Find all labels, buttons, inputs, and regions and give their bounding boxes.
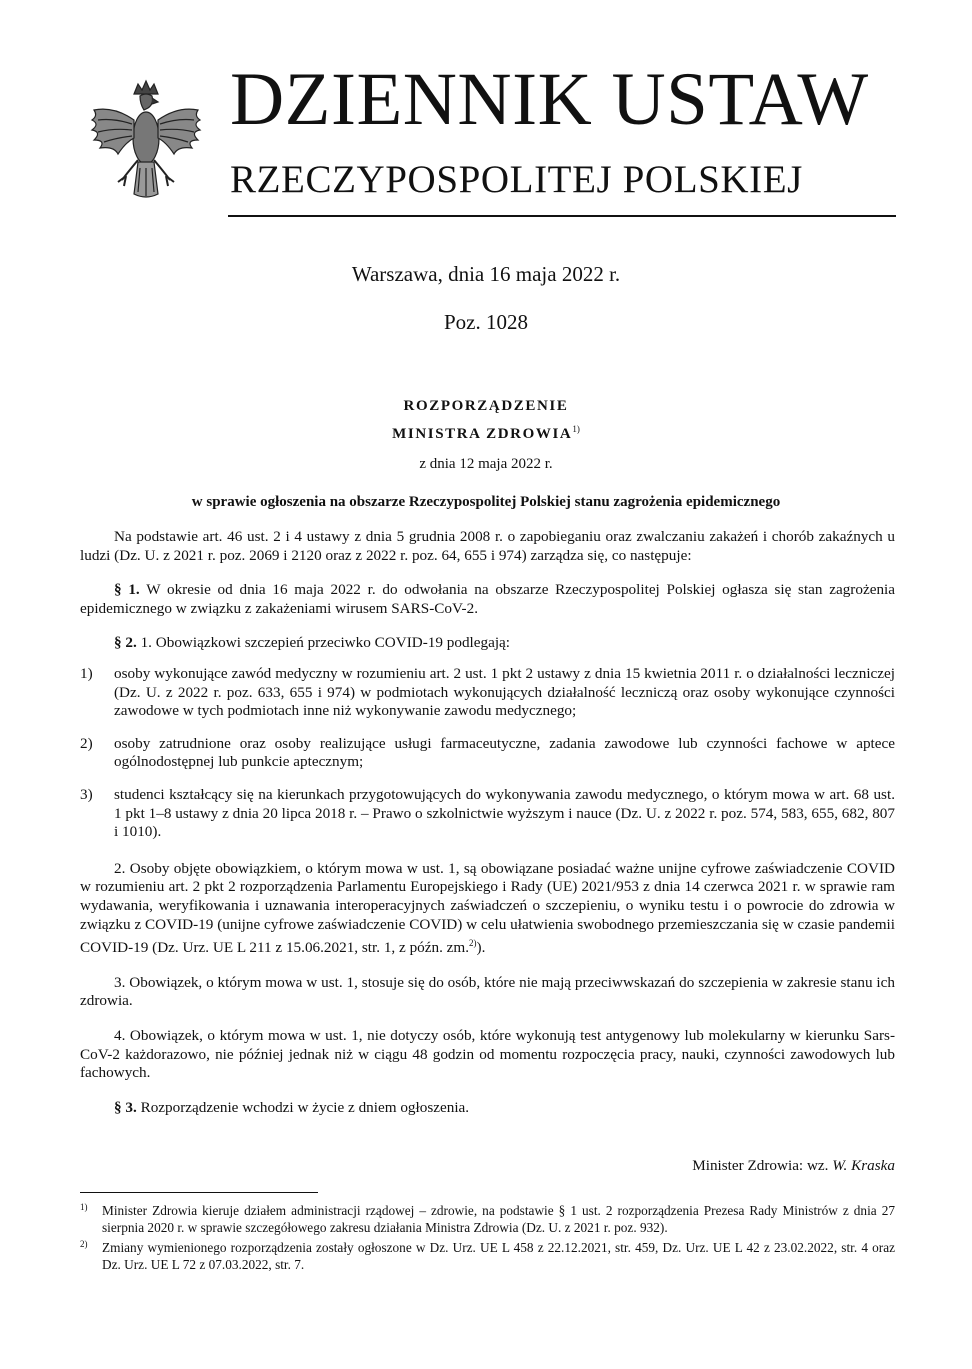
list-item-number: 2): [80, 734, 93, 752]
section-2-label: § 2.: [114, 634, 137, 652]
section-2-intro: [80, 634, 895, 653]
position-number: Poz. 1028: [444, 310, 528, 334]
footnote-text: Zmiany wymienionego rozporządzenia zostały ogłoszone w Dz. Urz. UE L 458 z 22.12.2021, str. 459, Dz. Urz. UE L 42 z 23.02.2022, str. 4 oraz Dz. Urz. UE L 72 z 07.03.2022, str. 7.: [102, 1240, 895, 1272]
list-item: [80, 735, 895, 772]
footnote-mark: 2): [80, 1239, 88, 1249]
preamble: Na podstawie art. 46 ust. 2 i 4 ustawy z dnia 5 grudnia 2008 r. o zapobieganiu oraz zwalczaniu zakażeń i chorób zakaźnych u ludzi (Dz. U. z 2021 r. poz. 2069 i 2120 oraz z 2022 r. poz. 64, 655 i 974) zarządza się, co następuje:: [80, 528, 895, 564]
journal-title: DZIENNIK USTAW: [230, 58, 869, 141]
section-3: [80, 1099, 895, 1118]
section-2-paragraph-2: [80, 860, 895, 958]
section-3-label: § 3.: [114, 1098, 137, 1116]
list-item: [80, 665, 895, 721]
publication-place-date: Warszawa, dnia 16 maja 2022 r.: [351, 262, 621, 286]
footnote-text: Minister Zdrowia kieruje działem administracji rządowej – zdrowie, na podstawie § 1 ust. 2 rozporządzenia Prezesa Rady Ministrów z dnia 27 sierpnia 2020 r. w sprawie szczegółowego zakresu działania Ministra Zdrowia (Dz. U. z 2021 r. poz. 932).: [102, 1203, 895, 1235]
list-item-text: osoby zatrudnione oraz osoby realizujące usługi farmaceutyczne, zadania zawodowe lub czynności fachowe w aptece ogólnodostępnej lub punkcie aptecznym;: [114, 734, 895, 771]
footnote: [80, 1239, 895, 1273]
footnote-ref-2: 2): [469, 938, 477, 949]
footnote: [80, 1202, 895, 1236]
issuer-footnote-ref: 1): [572, 424, 580, 434]
section-1: [80, 581, 895, 618]
document-type: ROZPORZĄDZENIE: [403, 398, 569, 414]
paragraph-2-end: ).: [476, 939, 486, 957]
signatory-name: W. Kraska: [832, 1157, 895, 1174]
footnotes: [80, 1202, 895, 1276]
document-subject: w sprawie ogłoszenia na obszarze Rzeczypospolitej Polskiej stanu zagrożenia epidemicznego: [191, 494, 781, 510]
section-1-text: W okresie od dnia 16 maja 2022 r. do odwołania na obszarze Rzeczypospolitej Polskiej ogłasza się stan zagrożenia epidemicznego w związku z zakażeniami wirusem SARS-CoV-2.: [80, 581, 895, 617]
issuer: [0, 424, 972, 443]
document-body: [80, 528, 895, 1133]
section-3-text: Rozporządzenie wchodzi w życie z dniem ogłoszenia.: [140, 1098, 470, 1116]
footnote-rule: [80, 1192, 318, 1193]
list-item-text: studenci kształcący się na kierunkach przygotowujących do wykonywania zawodu medycznego, o którym mowa w art. 68 ust. 1 pkt 1–8 ustawy z dnia 20 lipca 2018 r. – Prawo o szkolnictwie wyższym i nauce (Dz. U. z 2022 r. poz. 574, 583, 655, 682, 807 i 1010).: [114, 785, 895, 841]
journal-subtitle: RZECZYPOSPOLITEJ POLSKIEJ: [230, 158, 803, 201]
header-rule: [228, 215, 896, 217]
polish-eagle-emblem: [84, 76, 208, 206]
footnote-mark: 1): [80, 1202, 88, 1212]
section-1-label: § 1.: [114, 581, 140, 599]
section-2-intro-text: 1. Obowiązkowi szczepień przeciwko COVID-19 podlegają:: [140, 634, 511, 652]
signature-prefix: Minister Zdrowia: wz.: [692, 1157, 829, 1174]
list-item-text: osoby wykonujące zawód medyczny w rozumieniu art. 2 ust. 1 pkt 2 ustawy z dnia 15 kwietnia 2011 r. o działalności leczniczej (Dz. U. z 2022 r. poz. 633, 655 i 974) w podmiotach wykonujących działalność leczniczą oraz osoby wykonujące czynności zawodowe w tych podmiotach inne niż wykonywanie zawodu medycznego;: [114, 664, 895, 720]
list-item-number: 3): [80, 785, 93, 803]
signature: [692, 1157, 895, 1175]
list-item-number: 1): [80, 664, 93, 682]
section-2-paragraph-3: 3. Obowiązek, o którym mowa w ust. 1, stosuje się do osób, które nie mają przeciwwskazań do szczepienia w zakresie stanu ich zdrowia.: [80, 973, 895, 1010]
issue-date: z dnia 12 maja 2022 r.: [419, 456, 553, 472]
paragraph-2-text: 2. Osoby objęte obowiązkiem, o którym mowa w ust. 1, są obowiązane posiadać ważne unijne cyfrowe zaświadczenie COVID w rozumieniu art. 2 pkt 2 rozporządzenia Parlamentu Europejskiego i Rady (UE) 2021/953 z dnia 14 czerwca 2021 r. w sprawie ram wydawania, weryfikowania i uznawania interoperacyjnych zaświadczeń o szczepieniu, o wyniku testu i o powrocie do zdrowia w związku z COVID-19 (unijne cyfrowe zaświadczenie COVID) w celu ułatwienia swobodnego przemieszczania się w czasie pandemii COVID-19 (Dz. Urz. UE L 211 z 15.06.2021, str. 1, z późn. zm.: [80, 859, 895, 957]
issuer-name: MINISTRA ZDROWIA: [392, 426, 573, 442]
masthead: [0, 0, 972, 230]
section-2-paragraph-4: 4. Obowiązek, o którym mowa w ust. 1, nie dotyczy osób, które wykonują test antygenowy lub molekularny w kierunku Sars-CoV-2 każdorazowo, nie później jednak niż w ciągu 48 godzin od momentu rozpoczęcia pracy, nauki, czynności zawodowych lub fachowych.: [80, 1026, 895, 1082]
list-item: [80, 786, 895, 842]
